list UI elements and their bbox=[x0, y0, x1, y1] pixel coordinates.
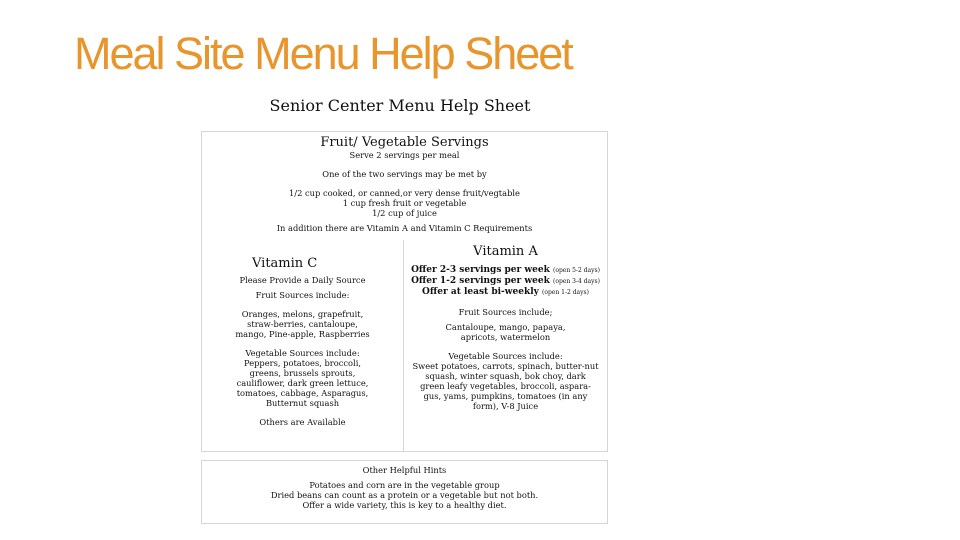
hint-3: Offer a wide variety, this is key to a healthy diet. bbox=[302, 500, 507, 510]
vitamin-c-heading: Vitamin C bbox=[252, 256, 318, 271]
vitamin-a-fruit-heading: Fruit Sources include; bbox=[458, 307, 553, 317]
serving-option-2: 1 cup fresh fruit or vegetable bbox=[342, 198, 467, 208]
slide-title: Meal Site Menu Help Sheet bbox=[74, 28, 572, 79]
vitamin-c-others: Others are Available bbox=[259, 417, 346, 427]
servings-met-by: One of the two servings may be met by bbox=[322, 169, 487, 179]
offer-2-note: (open 3-4 days) bbox=[553, 278, 600, 285]
offer-3-text: Offer at least bi-weekly bbox=[422, 287, 539, 297]
vitamin-c-vegetable-list: Peppers, potatoes, broccoli, greens, brussels sprouts, cauliflower, dark green lettuce, tomatoes, cabbage, Asparagus, Butternut squash bbox=[236, 358, 369, 408]
vitamin-a-vegetable-heading: Vegetable Sources include: bbox=[448, 351, 563, 361]
vitamin-c-section bbox=[201, 240, 403, 452]
vitamin-requirements-note: In addition there are Vitamin A and Vitamin C Requirements bbox=[276, 223, 533, 233]
hint-2: Dried beans can count as a protein or a vegetable but not both. bbox=[270, 490, 539, 500]
vitamin-a-offer-2 bbox=[404, 276, 607, 287]
hints-heading: Other Helpful Hints bbox=[362, 465, 447, 475]
fruit-vegetable-section bbox=[201, 131, 608, 240]
vitamin-a-fruit-list: Cantaloupe, mango, papaya, apricots, watermelon bbox=[445, 322, 566, 342]
vitamin-c-vegetable-heading: Vegetable Sources include: bbox=[245, 348, 360, 358]
vitamin-a-section bbox=[403, 240, 608, 452]
hint-1: Potatoes and corn are in the vegetable group bbox=[309, 480, 500, 490]
vitamin-c-fruit-heading: Fruit Sources include: bbox=[255, 290, 350, 300]
serving-option-1: 1/2 cup cooked, or canned,or very dense fruit/vegtable bbox=[289, 188, 520, 198]
vitamin-c-daily-source: Please Provide a Daily Source bbox=[239, 275, 366, 285]
vitamin-c-fruit-list: Oranges, melons, grapefruit, straw-berries, cantaloupe, mango, Pine-apple, Raspberries bbox=[235, 309, 370, 339]
servings-per-meal: Serve 2 servings per meal bbox=[349, 150, 460, 160]
helpful-hints-section bbox=[201, 460, 608, 524]
fruit-vegetable-heading: Fruit/ Vegetable Servings bbox=[320, 135, 489, 150]
vitamin-a-heading: Vitamin A bbox=[473, 244, 538, 259]
vitamin-a-offer-1 bbox=[404, 265, 607, 276]
document-title: Senior Center Menu Help Sheet bbox=[269, 96, 531, 115]
offer-3-note: (open 1-2 days) bbox=[542, 289, 589, 296]
offer-1-note: (open 5-2 days) bbox=[553, 267, 600, 274]
offer-2-text: Offer 1-2 servings per week bbox=[411, 276, 550, 286]
vitamin-a-vegetable-list: Sweet potatoes, carrots, spinach, butter-nut squash, winter squash, bok choy, dark green leafy vegetables, broccoli, aspara-gus, yams, pumpkins, tomatoes (in any form), V-8 Juice bbox=[412, 361, 599, 411]
vitamin-a-offer-3 bbox=[404, 287, 607, 298]
offer-1-text: Offer 2-3 servings per week bbox=[411, 265, 550, 275]
serving-option-3: 1/2 cup of juice bbox=[372, 208, 437, 218]
